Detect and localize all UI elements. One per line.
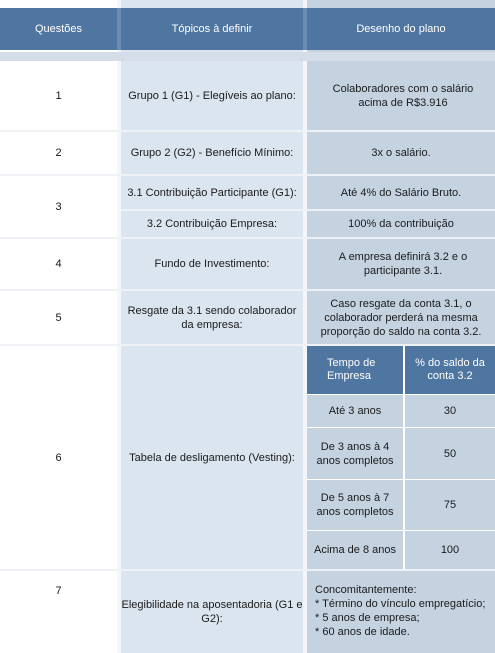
vesting-pct: 50: [443, 447, 457, 460]
row-number: 2: [55, 147, 62, 159]
row-number: 7: [55, 585, 62, 597]
row-plan: Caso resgate da conta 3.1, o colaborador perderá na mesma proporção do saldo na conta 3.2.: [320, 297, 482, 338]
vesting-time: De 5 anos à 7 anos completos: [316, 492, 394, 518]
row-topic: Tabela de desligamento (Vesting):: [129, 451, 295, 464]
row-plan: 100% da contribuição: [348, 218, 454, 230]
header-topics: Tópicos à definir: [171, 23, 253, 35]
condition-item: * 5 anos de empresa;: [315, 612, 420, 624]
vesting-pct: 75: [443, 499, 457, 511]
row-topic: Elegibilidade na aposentadoria (G1 e G2):: [121, 599, 303, 625]
row-number: 6: [55, 451, 62, 464]
vesting-pct: 30: [443, 405, 457, 417]
vesting-time: Acima de 8 anos: [314, 544, 396, 556]
vesting-time: Até 3 anos: [328, 405, 382, 417]
row-number: 3: [55, 200, 62, 213]
vesting-time: De 3 anos à 4 anos completos: [316, 440, 394, 467]
row-plan: Colaboradores com o salário acima de R$3.916: [332, 83, 474, 109]
condition-item: * 60 anos de idade.: [315, 626, 410, 638]
retirement-conditions: [315, 583, 493, 639]
row-topic: 3.2 Contribuição Empresa:: [146, 218, 278, 230]
header-questions: Questões: [34, 23, 83, 35]
row-topic: Resgate da 3.1 sendo colaborador da empresa:: [127, 304, 297, 331]
row-number: 4: [55, 258, 62, 270]
vesting-header-time: Tempo de Empresa: [307, 346, 403, 394]
row-plan: 3x o salário.: [371, 147, 431, 159]
vesting-pct: 100: [440, 544, 460, 556]
row-plan: A empresa definirá 3.2 e o participante 3.1.: [338, 251, 468, 277]
row-topic: Grupo 1 (G1) - Elegíveis ao plano:: [128, 90, 296, 102]
vesting-header-pct: % do saldo da conta 3.2: [405, 346, 495, 394]
row-number: 1: [55, 90, 62, 102]
row-topic: Grupo 2 (G2) - Benefício Mínimo:: [130, 147, 294, 159]
header-spacer: [0, 52, 495, 61]
condition-item: * Término do vínculo empregatício;: [315, 598, 486, 610]
row-plan: Até 4% do Salário Bruto.: [340, 186, 462, 199]
row-number: 5: [55, 311, 62, 324]
row-topic: 3.1 Contribuição Participante (G1):: [127, 186, 297, 199]
conditions-title: Concomitantemente:: [315, 584, 417, 596]
row-topic: Fundo de Investimento:: [154, 258, 270, 270]
header-plan: Desenho do plano: [356, 23, 446, 35]
